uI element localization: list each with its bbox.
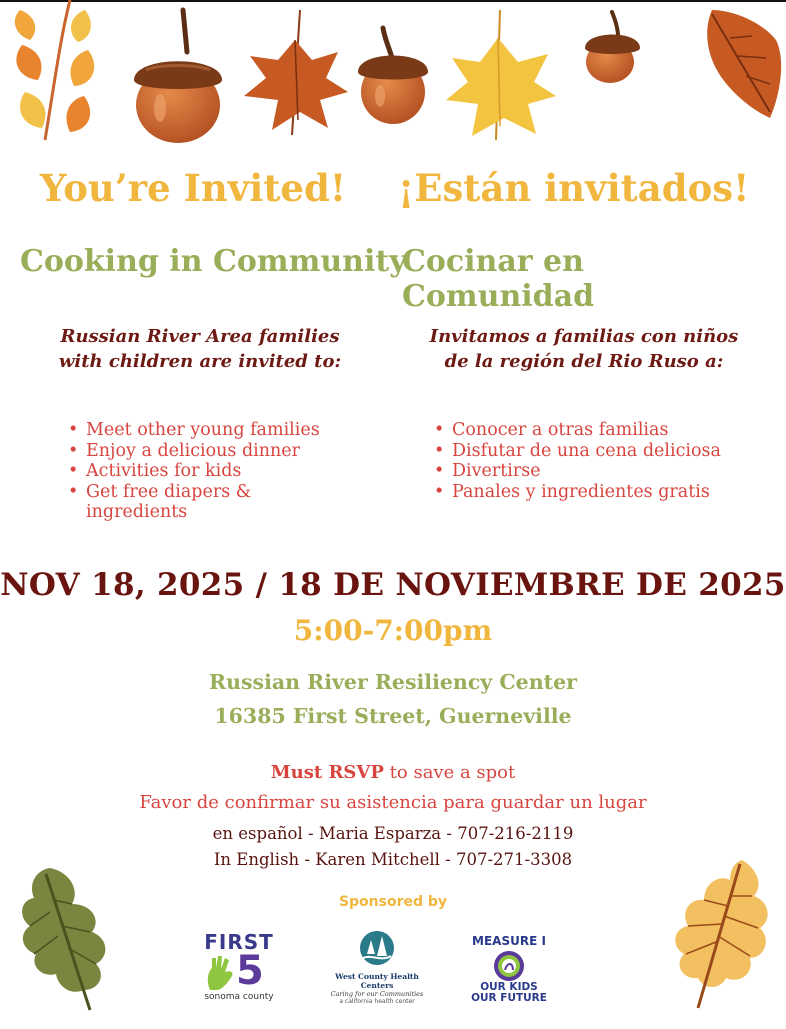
- first5-mark: [196, 948, 282, 994]
- venue-name: Russian River Resiliency Center: [209, 670, 577, 694]
- rsvp-emphasis: Must RSVP: [270, 762, 384, 783]
- maple-leaf-icon: [244, 10, 348, 135]
- intro-line: Russian River Area families: [60, 326, 340, 347]
- list-item: • Activities for kids: [64, 461, 384, 482]
- leaf-branch-icon: [15, 0, 94, 140]
- list-item: • Conocer a otras familias: [430, 420, 770, 441]
- list-item: • Meet other young families: [64, 420, 384, 441]
- measure-line1: OUR KIDS: [480, 981, 538, 993]
- wchc-name: West County Health Centers: [335, 972, 419, 990]
- intro-line: Invitamos a familias con niños: [429, 326, 739, 347]
- acorn-icon: [134, 10, 222, 143]
- subtitle-spanish: Cocinar en Comunidad: [402, 244, 595, 314]
- intro-spanish: [404, 324, 764, 374]
- subtitle-english: Cooking in Community: [20, 244, 407, 279]
- rsvp-english: [0, 762, 786, 783]
- west-county-logo: [330, 930, 424, 1020]
- first5-logo: [196, 930, 282, 1010]
- measure-line2: OUR FUTURE: [471, 992, 547, 1004]
- contact-english: In English - Karen Mitchell - 707-271-3308: [213, 850, 573, 869]
- oak-leaf-icon: [664, 856, 776, 1016]
- measure-i-logo: [464, 934, 554, 1014]
- rsvp-rest: to save a spot: [383, 762, 516, 783]
- event-time: 5:00-7:00pm: [293, 614, 493, 647]
- wchc-tagline: Caring for our Communities: [330, 990, 424, 998]
- event-date: NOV 18, 2025 / 18 DE NOVIEMBRE DE 2025: [0, 567, 786, 603]
- bullet-list-spanish: [430, 420, 770, 502]
- intro-english: [20, 324, 380, 374]
- title-spanish: ¡Están invitados!: [398, 166, 750, 210]
- first5-number: 5: [236, 948, 264, 994]
- oak-leaf-icon: [707, 10, 781, 118]
- autumn-decoration: [0, 0, 786, 150]
- list-item: • Disfutar de una cena deliciosa: [430, 441, 770, 462]
- acorn-icon: [358, 28, 428, 124]
- intro-line: with children are invited to:: [58, 351, 342, 372]
- list-item: • Divertirse: [430, 461, 770, 482]
- venue-address: 16385 First Street, Guerneville: [214, 704, 572, 728]
- tree-river-icon: [357, 930, 397, 966]
- first5-subtitle: sonoma county: [204, 992, 274, 1002]
- first5-title: FIRST: [204, 930, 274, 954]
- contact-spanish: en español - Maria Esparza - 707-216-2119: [212, 824, 574, 843]
- list-item: • Panales y ingredientes gratis: [430, 482, 770, 503]
- rsvp-spanish: Favor de confirmar su asistencia para guardar un lugar: [139, 792, 647, 813]
- title-english: You’re Invited!: [40, 166, 347, 210]
- list-item-continuation: ingredients: [86, 502, 188, 522]
- sponsored-label: Sponsored by: [338, 894, 448, 910]
- acorn-icon: [585, 12, 640, 83]
- wchc-subtitle: a california health center: [339, 998, 415, 1005]
- intro-line: de la región del Rio Ruso a:: [444, 351, 724, 372]
- maple-leaf-icon: [446, 10, 556, 140]
- measure-title: MEASURE I: [472, 934, 546, 948]
- kids-circle-icon: [493, 950, 525, 982]
- oak-leaf-icon: [10, 860, 120, 1020]
- list-item: • Enjoy a delicious dinner: [64, 441, 384, 462]
- bullet-list-english: [64, 420, 384, 502]
- list-item: • Get free diapers &: [64, 482, 384, 503]
